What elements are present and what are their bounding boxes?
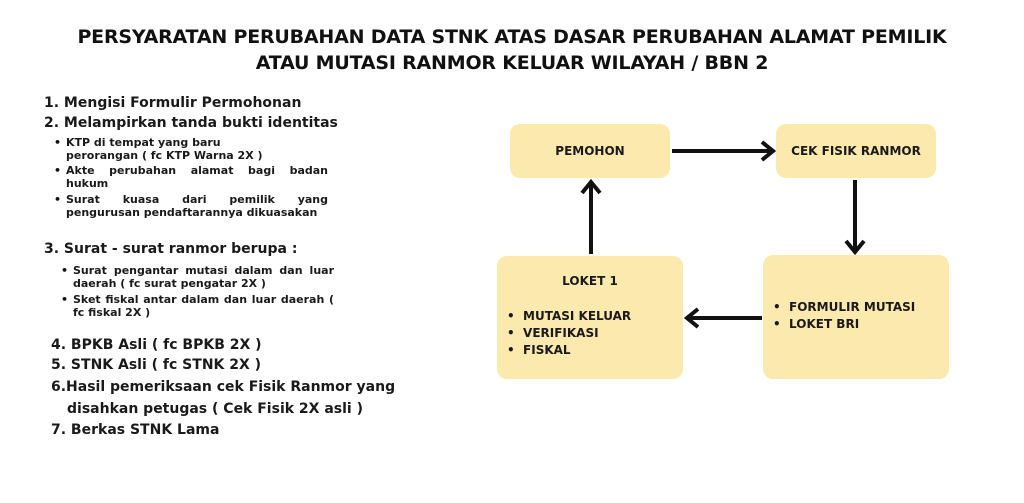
requirement-2: 2. Melampirkan tanda bukti identitas: [44, 115, 338, 131]
list-item: • FISKAL: [507, 343, 571, 357]
requirement-3-sub-1: Surat pengantar mutasi dalam dan luar daerah ( fc surat pengatar 2X ): [73, 264, 334, 290]
list-item: • VERIFIKASI: [507, 326, 599, 340]
requirement-4: 4. BPKB Asli ( fc BPKB 2X ): [51, 337, 262, 353]
flow-box-loket-1-title: LOKET 1: [562, 274, 618, 288]
arrow-down-icon: [846, 180, 864, 252]
requirement-1: 1. Mengisi Formulir Permohonan: [44, 95, 302, 111]
requirement-2-sub-2: Akte perubahan alamat bagi badan hukum: [66, 164, 328, 190]
arrow-left-icon: [687, 309, 762, 327]
page-title-line-2: ATAU MUTASI RANMOR KELUAR WILAYAH / BBN 2: [255, 52, 769, 74]
list-item: • FORMULIR MUTASI: [773, 300, 916, 314]
page-title-line-1: PERSYARATAN PERUBAHAN DATA STNK ATAS DASAR PERUBAHAN ALAMAT PEMILIK: [77, 26, 947, 48]
bullet-icon: •: [54, 136, 62, 149]
list-item: • MUTASI KELUAR: [507, 309, 632, 323]
bullet-icon: •: [54, 164, 62, 177]
requirement-3-sub-2: Sket fiskal antar dalam dan luar daerah ( fc fiskal 2X ): [73, 293, 334, 319]
requirement-3: 3. Surat - surat ranmor berupa :: [44, 241, 298, 257]
requirement-6-line-1: 6.Hasil pemeriksaan cek Fisik Ranmor yang: [51, 379, 396, 395]
bullet-icon: •: [61, 264, 69, 277]
arrow-up-icon: [582, 182, 600, 254]
bullet-icon: •: [61, 293, 69, 306]
list-item: • LOKET BRI: [773, 317, 860, 331]
flow-box-pemohon-label: PEMOHON: [555, 144, 625, 158]
bullet-icon: •: [54, 193, 62, 206]
flow-box-cek-fisik-label: CEK FISIK RANMOR: [791, 144, 921, 158]
requirement-2-sub-1: KTP di tempat yang baru perorangan ( fc KTP Warna 2X ): [66, 136, 263, 162]
requirement-6-line-2: disahkan petugas ( Cek Fisik 2X asli ): [67, 401, 363, 417]
requirement-7: 7. Berkas STNK Lama: [51, 422, 220, 438]
requirement-5: 5. STNK Asli ( fc STNK 2X ): [51, 357, 262, 373]
arrow-right-icon: [672, 142, 773, 160]
requirement-2-sub-3: Surat kuasa dari pemilik yang pengurusan pendaftarannya dikuasakan: [66, 193, 328, 219]
